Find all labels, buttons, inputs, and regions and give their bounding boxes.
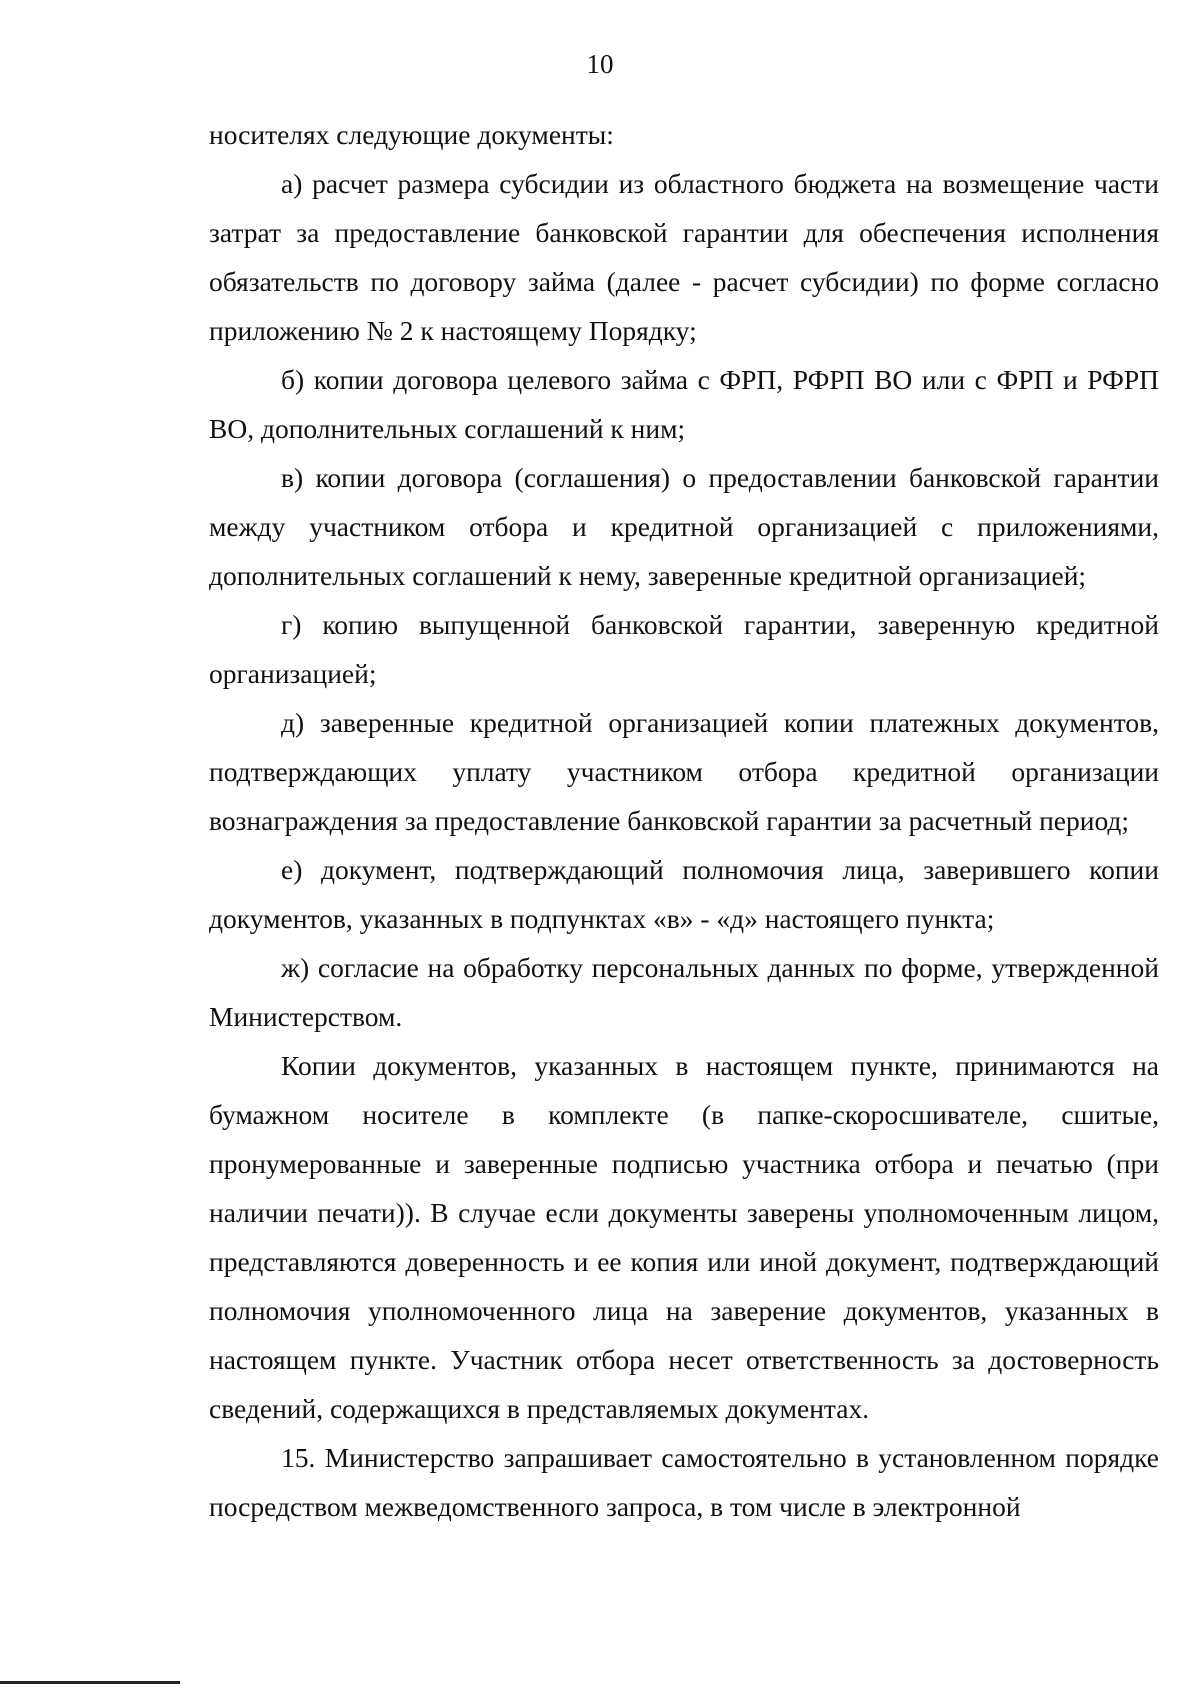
paragraph-item-b: б) копии договора целевого займа с ФРП, РФРП ВО или с ФРП и РФРП ВО, дополнительных соглашений к ним; [209,364,1159,444]
paragraph-item-zh: ж) согласие на обработку персональных данных по форме, утвержденной Министерством. [209,952,1159,1032]
paragraph-item-v: в) копии договора (соглашения) о предоставлении банковской гарантии между участником отбора и кредитной организацией с приложениями, дополнительных соглашений к нему, заверенные кредитной организацией; [209,462,1159,591]
paragraph-continuation: носителях следующие документы: [209,119,614,150]
page-number: 10 [586,49,614,79]
paragraph-item-a: а) расчет размера субсидии из областного бюджета на возмещение части затрат за предоставление банковской гарантии для обеспечения исполнения обязательств по договору займа (далее - расчет субсидии) по форме согласно приложению № 2 к настоящему Порядку; [209,168,1159,346]
paragraph-copies-requirements: Копии документов, указанных в настоящем пункте, принимаются на бумажном носителе в комплекте (в папке-скоросшивателе, сшитые, пронумерованные и заверенные подписью участника отбора и печатью (при наличии печати)). В случае если документы заверены уполномоченным лицом, представляются доверенность и ее копия или иной документ, подтверждающий полномочия уполномоченного лица на заверение документов, указанных в настоящем пункте. Участник отбора несет ответственность за достоверность сведений, содержащихся в представляемых документах. [209,1050,1159,1424]
document-body [209,110,1159,1531]
paragraph-item-g: г) копию выпущенной банковской гарантии, заверенную кредитной организацией; [209,609,1159,689]
paragraph-item-e: е) документ, подтверждающий полномочия лица, заверившего копии документов, указанных в подпунктах «в» - «д» настоящего пункта; [209,854,1159,934]
footer-rule [0,1681,180,1684]
paragraph-item-d: д) заверенные кредитной организацией копии платежных документов, подтверждающих уплату участником отбора кредитной организации вознаграждения за предоставление банковской гарантии за расчетный период; [209,707,1159,836]
paragraph-section-15: 15. Министерство запрашивает самостоятельно в установленном порядке посредством межведомственного запроса, в том числе в электронной [209,1442,1159,1522]
